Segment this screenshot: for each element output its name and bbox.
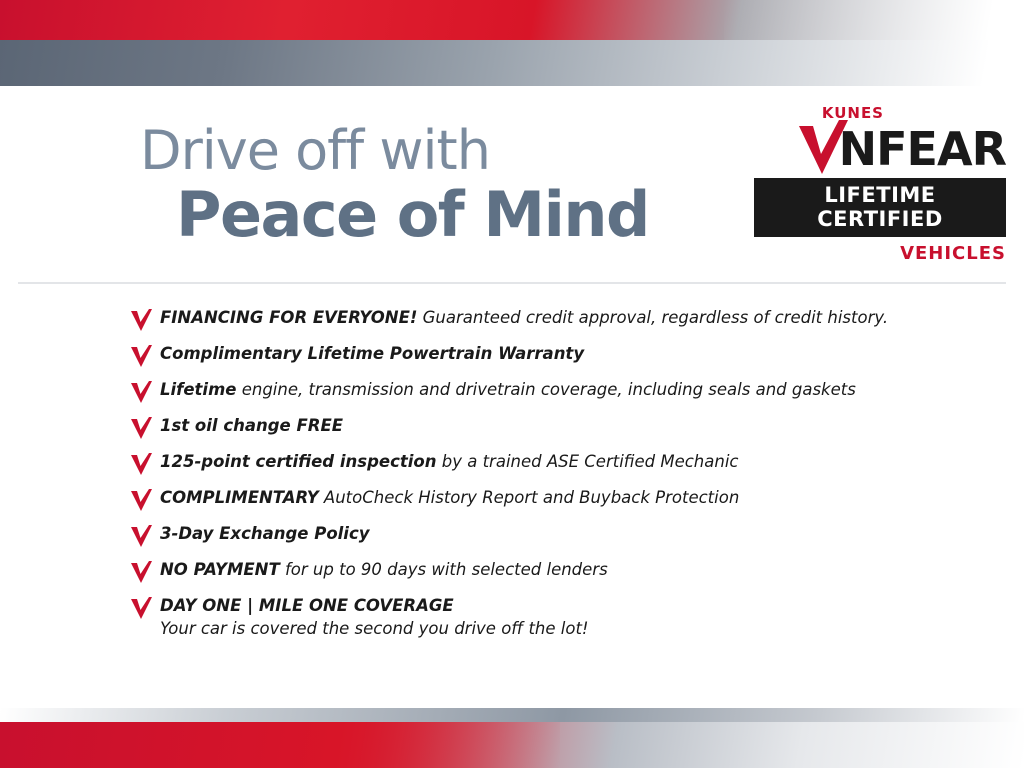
top-red-band — [0, 0, 1024, 40]
red-check-icon — [130, 417, 152, 439]
logo-vehicles-text: VEHICLES — [900, 243, 1006, 264]
benefit-headline: 3-Day Exchange Policy — [160, 524, 370, 543]
list-item — [130, 488, 970, 511]
benefit-headline: NO PAYMENT — [160, 560, 280, 579]
benefit-headline: FINANCING FOR EVERYONE! — [160, 308, 418, 327]
headline-line-2: Peace of Mind — [176, 178, 649, 251]
benefit-text — [160, 560, 608, 581]
red-check-icon — [130, 453, 152, 475]
benefit-headline: COMPLIMENTARY — [160, 488, 319, 507]
top-grey-band — [0, 40, 1024, 86]
benefit-headline: 1st oil change FREE — [160, 416, 343, 435]
left-white-gutter — [0, 92, 18, 676]
red-check-icon — [130, 525, 152, 547]
benefit-subtext: Your car is covered the second you drive off the lot! — [160, 618, 589, 638]
benefit-detail: engine, transmission and drivetrain coverage, including seals and gaskets — [236, 380, 856, 399]
benefit-headline: 125-point certified inspection — [160, 452, 437, 471]
benefit-text — [160, 416, 343, 437]
benefit-text — [160, 488, 739, 509]
list-item — [130, 596, 970, 638]
logo-word-fear: FEAR — [876, 122, 1006, 176]
red-check-icon — [130, 561, 152, 583]
benefit-text — [160, 452, 738, 473]
list-item — [130, 344, 970, 367]
benefit-text — [160, 380, 856, 401]
list-item — [130, 308, 970, 331]
bottom-grey-band — [0, 708, 1024, 722]
list-item — [130, 416, 970, 439]
top-white-strip — [0, 86, 1024, 92]
red-check-icon — [796, 120, 848, 174]
benefit-headline: Lifetime — [160, 380, 237, 399]
list-item — [130, 560, 970, 583]
bottom-red-band — [0, 722, 1024, 768]
benefit-detail: for up to 90 days with selected lenders — [279, 560, 608, 579]
benefit-headline: Complimentary Lifetime Powertrain Warranty — [160, 344, 585, 363]
logo-lifetime-certified-band: LIFETIME CERTIFIED — [754, 178, 1006, 237]
benefit-headline: DAY ONE | MILE ONE COVERAGE — [160, 596, 454, 615]
red-check-icon — [130, 381, 152, 403]
logo-word-no: N — [838, 122, 877, 176]
red-check-icon — [130, 345, 152, 367]
headline-divider — [18, 282, 1006, 284]
benefit-text — [160, 596, 589, 617]
headline-line-1: Drive off with — [140, 119, 490, 182]
benefit-text — [160, 344, 584, 365]
benefits-list — [130, 308, 970, 651]
benefit-detail: by a trained ASE Certified Mechanic — [436, 452, 739, 471]
benefit-text — [160, 308, 888, 329]
logo-brand-text: KUNES — [821, 104, 884, 122]
list-item — [130, 524, 970, 547]
red-check-icon — [130, 309, 152, 331]
red-check-icon — [130, 597, 152, 619]
list-item — [130, 380, 970, 403]
page-title — [140, 119, 649, 251]
benefit-detail: Guaranteed credit approval, regardless of credit history. — [417, 308, 889, 327]
kunes-no-fear-logo — [754, 104, 1006, 264]
logo-no-fear-wordmark — [754, 124, 1006, 174]
list-item — [130, 452, 970, 475]
benefit-detail: AutoCheck History Report and Buyback Protection — [318, 488, 740, 507]
red-check-icon — [130, 489, 152, 511]
benefit-text — [160, 524, 370, 545]
